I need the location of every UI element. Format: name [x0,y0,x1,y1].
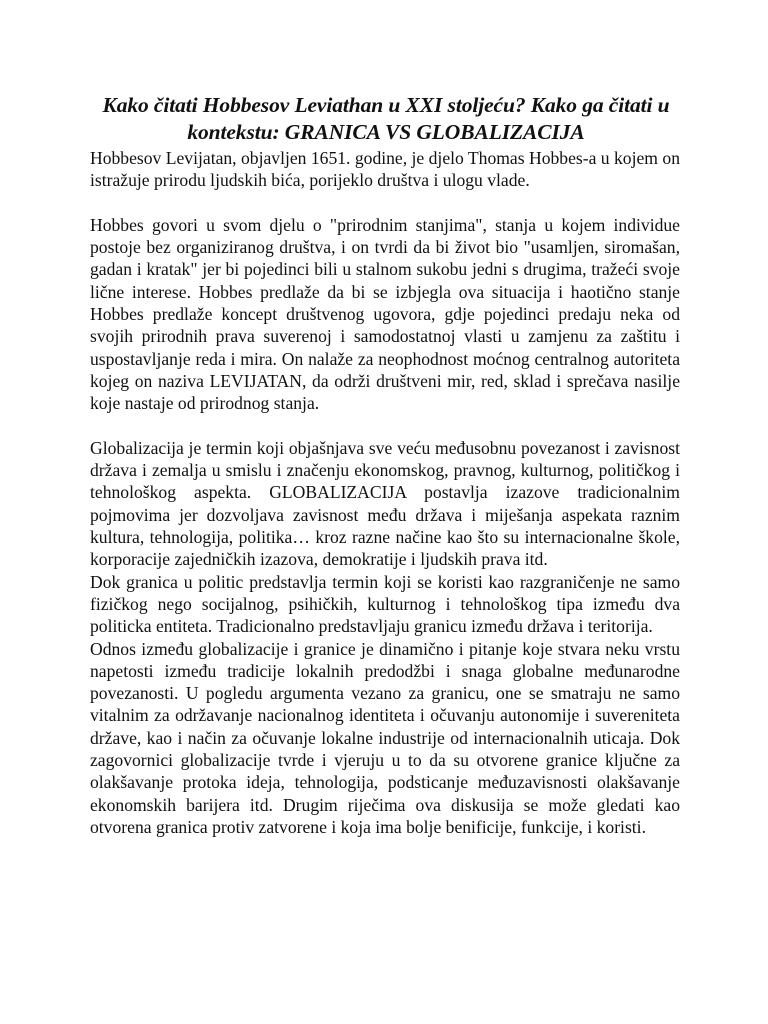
document-title: Kako čitati Hobbesov Leviathan u XXI stoljeću? Kako ga čitati u kontekstu: GRANICA VS GLOBALIZACIJA [102,93,670,144]
document-body [90,147,680,838]
paragraph-natural-state: Hobbes govori u svom djelu o "prirodnim stanjima", stanja u kojem individue postoje bez organiziranog društva, i on tvrdi da bi život bio "usamljen, siromašan, gadan i kratak" jer bi pojedinci bili u stalnom sukobu jedni s drugima, tražeći svoje lične interese. Hobbes predlaže da bi se izbjegla ova situacija i haotično stanje Hobbes predlaže koncept društvenog ugovora, gdje pojedinci predaju neka od svojih prirodnih prava suverenoj i samodostatnoj vlasti u zamjenu za zaštitu i uspostavljanje reda i mira. On nalaže za neophodnost moćnog centralnog autoriteta kojeg on naziva LEVIJATAN, da održi društveni mir, red, sklad i sprečava nasilje koje nastaje od prirodnog stanja. [90,214,680,414]
paragraph-relationship: Odnos između globalizacije i granice je dinamično i pitanje koje stvara neku vrstu napetosti između tradicije lokalnih predodžbi i snaga globalne međunarodne povezanosti. U pogledu argumenta vezano za granicu, one se smatraju ne samo vitalnim za održavanje nacionalnog identiteta i očuvanju autonomije i suvereniteta države, kao i način za očuvanje lokalne industrije od internacionalnih uticaja. Dok zagovornici globalizacije tvrde i vjeruju u to da su otvorene granice ključne za olakšavanje protoka ideja, tehnologija, podsticanje međuzavisnosti olakšavanje ekonomskih barijera itd. Drugim riječima ova diskusija se može gledati kao otvorena granica protiv zatvorene i koja ima bolje benificije, funkcije, i koristi. [90,638,680,837]
paragraph-hobbes-intro: Hobbesov Levijatan, objavljen 1651. godine, je djelo Thomas Hobbes-a u kojem on istražuje prirodu ljudskih bića, porijeklo društva i ulogu vlade. [90,148,680,191]
paragraph-globalization: Globalizacija je termin koji objašnjava sve veću međusobnu povezanost i zavisnost država i zemalja u smislu i značenju ekonomskog, pravnog, kulturnog, političkog i tehnološkog aspekta. GLOBALIZACIJA postavlja izazove tradicionalnim pojmovima jer dozvoljava zavisnost među država i miješanja aspekata raznim kultura, tehnologija, politika… kroz razne načine kao što su internacionalne škole, korporacije zajedničkih izazova, demokratije i ljudskih prava itd. [90,437,680,570]
paragraph-border: Dok granica u politic predstavlja termin koji se koristi kao razgraničenje ne samo fizičkog nego socijalnog, psihičkih, kulturnog i tehnološkog tipa između dva politicka entiteta. Tradicionalno predstavljaju granicu između država i teritorija. [90,571,680,637]
